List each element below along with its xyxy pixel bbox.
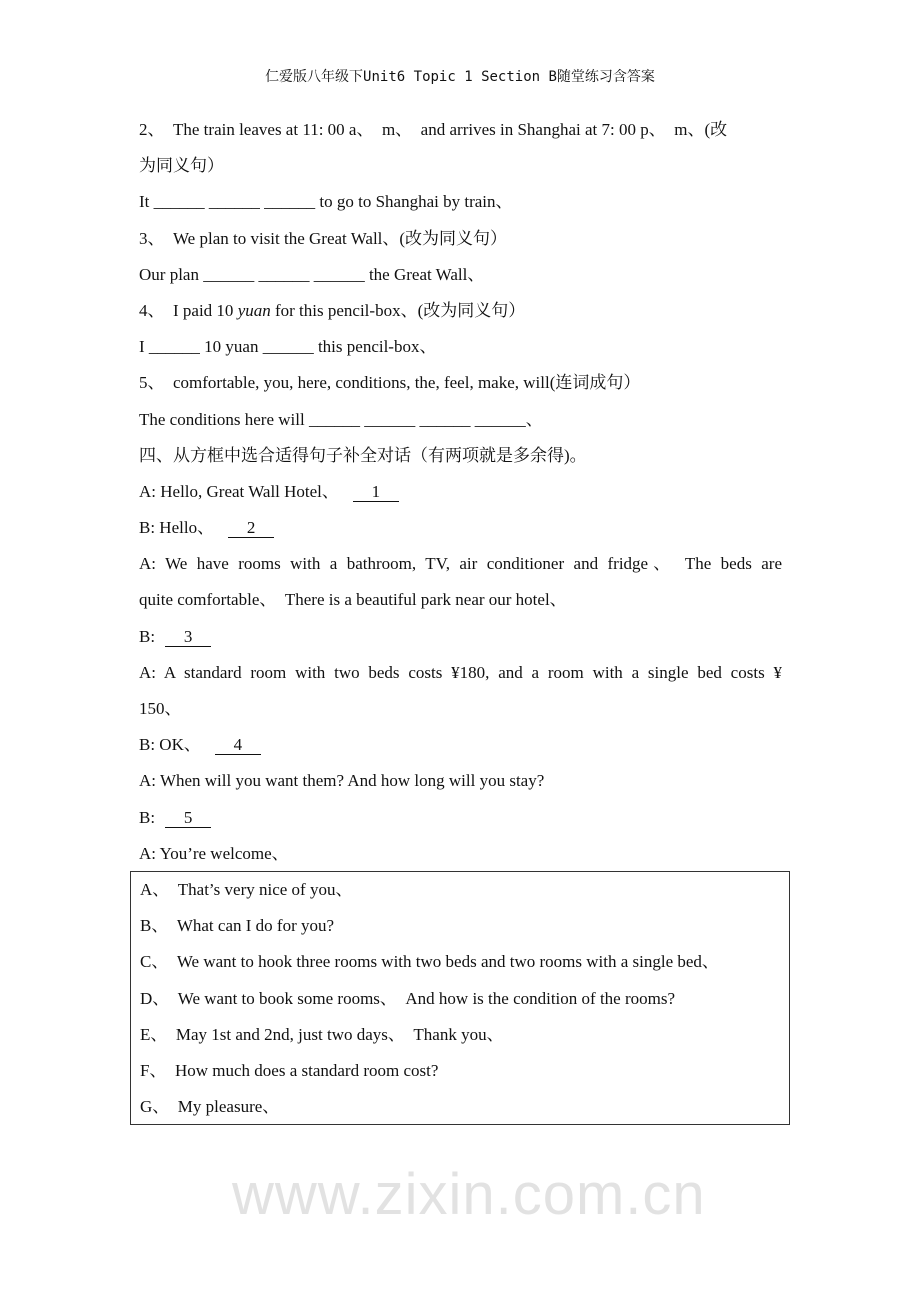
option-e: E、 May 1st and 2nd, just two days、 Thank you、 [140,1024,504,1044]
section-4-heading: 四、从方框中选合适得句子补全对话（有两项就是多余得)。 [139,445,587,465]
dialogue-line: A: You’re welcome、 [139,843,289,863]
question-3: 3、 We plan to visit the Great Wall、(改为同义句） [139,228,508,248]
answer-blank: 2 [228,519,274,538]
question-4-answer: I ______ 10 yuan ______ this pencil-box、 [139,337,437,357]
dialogue-text: B: OK、 [139,735,201,755]
question-2-cont: 为同义句） [139,156,224,176]
dialogue-line [139,800,782,836]
option-b: B、 What can I do for you? [140,916,335,936]
option-g: G、 My pleasure、 [140,1097,280,1117]
question-4 [139,293,782,329]
question-3-answer: Our plan ______ ______ ______ the Great Wall、 [139,264,485,284]
answer-blank: 5 [165,809,211,828]
dialogue-line: 150、 [139,699,182,718]
dialogue-line: A: We have rooms with a bathroom, TV, air conditioner and fridge、 The beds are [139,554,782,574]
dialogue-line [139,727,782,763]
dialogue-line [139,474,782,510]
watermark: www.zixin.com.cn [232,1162,706,1227]
exercise-content [139,112,782,872]
q4-post: for this pencil-box、(改为同义句） [270,300,526,320]
dialogue-line: quite comfortable、 There is a beautiful park near our hotel、 [139,590,567,610]
answer-blank: 4 [215,736,261,755]
q4-italic: yuan [237,300,271,320]
dialogue-line [139,510,782,546]
q4-pre: 4、 I paid 10 [139,300,238,320]
dialogue-line: A: When will you want them? And how long will you stay? [139,771,545,791]
dialogue-text: B: Hello、 [139,518,215,538]
option-f: F、 How much does a standard room cost? [140,1060,439,1080]
dialogue-text: A: Hello, Great Wall Hotel、 [139,481,339,501]
dialogue-line [139,619,782,655]
question-2-answer: It ______ ______ ______ to go to Shanghai by train、 [139,192,513,212]
question-5-answer: The conditions here will ______ ______ ______ ______、 [139,409,543,429]
option-d: D、 We want to book some rooms、 And how is the condition of the rooms? [140,988,676,1008]
dialogue-line: A: A standard room with two beds costs ¥180, and a room with a single bed costs ¥ [139,662,782,682]
dialogue-text: B: [139,626,156,646]
option-c: C、 We want to hook three rooms with two beds and two rooms with a single bed、 [140,952,719,972]
option-a: A、 That’s very nice of you、 [140,880,353,899]
question-2: 2、 The train leaves at 11: 00 a、 m、 and arrives in Shanghai at 7: 00 p、 m、(改 [139,120,728,139]
answer-blank: 3 [165,628,211,647]
answer-blank: 1 [353,483,399,502]
question-5: 5、 comfortable, you, here, conditions, the, feel, make, will(连词成句） [139,373,641,393]
options-box [130,871,790,1125]
page-header: 仁爱版八年级下Unit6 Topic 1 Section B随堂练习含答案 [265,69,655,85]
dialogue-text: B: [139,807,156,827]
